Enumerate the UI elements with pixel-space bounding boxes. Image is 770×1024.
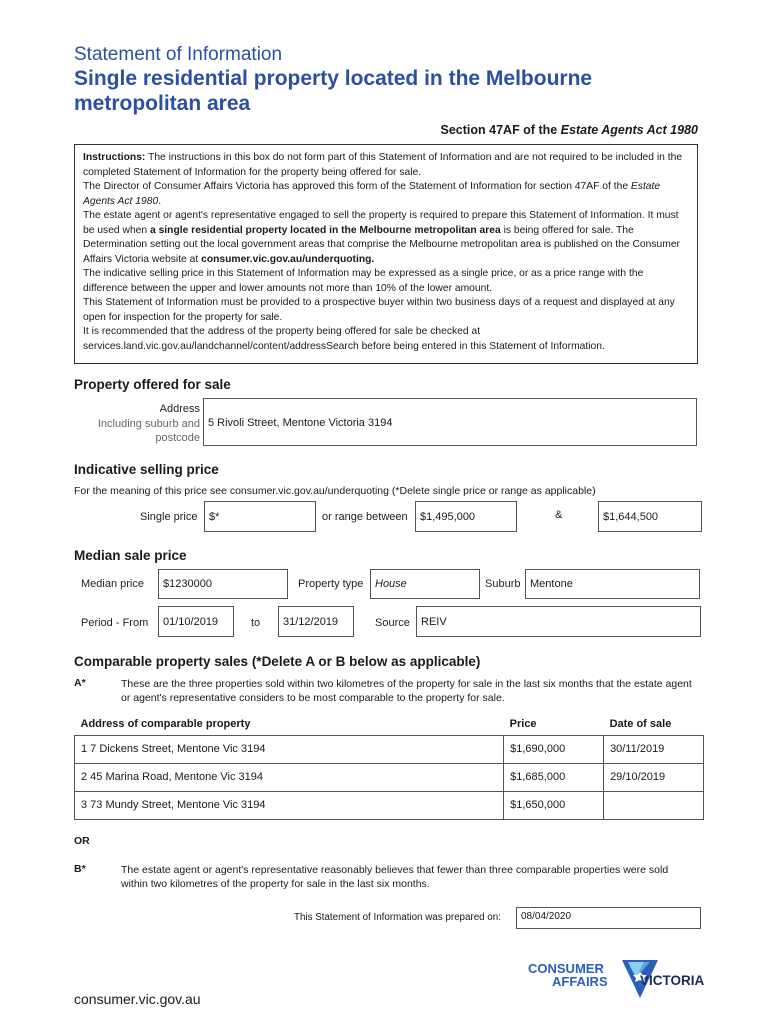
instructions-paragraph-6: It is recommended that the address of the property being offered for sale be checked at services.land.vic.gov.au/landchannel/content/addressSearch before being entered in this Statement of Information. bbox=[83, 326, 605, 352]
suburb-field[interactable]: Mentone bbox=[525, 569, 700, 599]
median-heading: Median sale price bbox=[74, 548, 187, 563]
option-a-label: A* bbox=[74, 677, 86, 689]
source-field[interactable]: REIV bbox=[416, 606, 701, 637]
column-price-header: Price bbox=[509, 717, 537, 730]
property-type-field[interactable]: House bbox=[370, 569, 480, 599]
range-between-label: or range between bbox=[322, 511, 408, 523]
table-row bbox=[75, 763, 704, 791]
instructions-paragraph-4: The indicative selling price in this Statement of Information may be expressed as a single price, or as a price range with the difference between the upper and lower amounts not more than 10% of the lower amount. bbox=[83, 268, 644, 294]
median-price-field[interactable]: $1230000 bbox=[158, 569, 288, 599]
form-title: Single residential property located in the Melbourne metropolitan area bbox=[74, 67, 593, 115]
median-price-label: Median price bbox=[81, 578, 144, 590]
comparable-price-cell[interactable]: $1,685,000 bbox=[504, 763, 604, 791]
instructions-paragraph-2: The Director of Consumer Affairs Victoria has approved this form of the Statement of Information for section 47AF of the Estate Agents Act 1980. bbox=[83, 181, 661, 207]
comparable-price-cell[interactable]: $1,690,000 bbox=[504, 735, 604, 763]
comparable-date-cell[interactable]: 29/10/2019 bbox=[604, 763, 704, 791]
footer-url[interactable]: consumer.vic.gov.au bbox=[74, 991, 201, 1007]
option-b-text: The estate agent or agent's representative reasonably believes that fewer than three comparable properties were sold within two kilometres of the property for sale in the last six months. bbox=[121, 864, 669, 890]
period-from-label: Period - From bbox=[81, 617, 149, 629]
form-subtitle: Statement of Information bbox=[74, 44, 283, 65]
indicative-heading: Indicative selling price bbox=[74, 462, 219, 477]
suburb-label: Suburb bbox=[485, 578, 521, 590]
column-date-header: Date of sale bbox=[609, 717, 672, 730]
property-type-label: Property type bbox=[298, 578, 364, 590]
underquoting-link[interactable]: consumer.vic.gov.au/underquoting. bbox=[201, 253, 375, 265]
column-address-header: Address of comparable property bbox=[80, 717, 251, 730]
comparable-heading: Comparable property sales (*Delete A or B below as applicable) bbox=[74, 654, 481, 669]
property-heading: Property offered for sale bbox=[74, 377, 231, 392]
instructions-box bbox=[74, 144, 698, 364]
indicative-note: For the meaning of this price see consumer.vic.gov.au/underquoting (*Delete single price or range as applicable) bbox=[74, 485, 596, 497]
period-to-field[interactable]: 31/12/2019 bbox=[278, 606, 354, 637]
comparable-address-cell[interactable]: 1 7 Dickens Street, Mentone Vic 3194 bbox=[75, 735, 504, 763]
table-row bbox=[75, 791, 704, 819]
period-to-label: to bbox=[251, 617, 261, 629]
instructions-paragraph-3: The estate agent or agent's representative engaged to sell the property is required to prepare this Statement of Information. It must be used when a single residential property located in the Melbourne metropolitan area is being offered for sale. The Determination setting out the local government areas that comprise the Melbourne metropolitan area is published on the Consumer Affairs Victoria website at consumer.vic.gov.au/underquoting. bbox=[83, 210, 680, 265]
comparable-date-cell[interactable] bbox=[604, 791, 704, 819]
comparable-table bbox=[74, 713, 704, 820]
comparable-date-cell[interactable]: 30/11/2019 bbox=[604, 735, 704, 763]
range-high-field[interactable]: $1,644,500 bbox=[598, 501, 702, 532]
table-header-row bbox=[75, 713, 704, 735]
consumer-affairs-victoria-logo: CONSUMER AFFAIRS VICTORIA bbox=[528, 958, 704, 1004]
or-label: OR bbox=[74, 835, 90, 847]
single-price-label: Single price bbox=[140, 511, 198, 523]
comparable-address-cell[interactable]: 3 73 Mundy Street, Mentone Vic 3194 bbox=[75, 791, 504, 819]
comparable-price-cell[interactable]: $1,650,000 bbox=[504, 791, 604, 819]
address-label: Address Including suburb and postcode bbox=[97, 403, 200, 444]
instructions-paragraph-5: This Statement of Information must be provided to a prospective buyer within two business days of a request and displayed at any open for inspection for the property for sale. bbox=[83, 297, 675, 323]
range-ampersand: & bbox=[555, 509, 563, 521]
option-b-label: B* bbox=[74, 863, 86, 875]
source-label: Source bbox=[375, 617, 410, 629]
section-reference: Section 47AF of the Estate Agents Act 1980 bbox=[440, 123, 698, 137]
prepared-on-label: This Statement of Information was prepared on: bbox=[294, 912, 501, 923]
option-a-text: These are the three properties sold within two kilometres of the property for sale in the last six months that the estate agent or agent's representative considers to be most comparable to the property for sale. bbox=[121, 678, 692, 704]
instructions-paragraph-1: Instructions: The instructions in this box do not form part of this Statement of Information and are not required to be included in the completed Statement of Information for the property being offered for sale. bbox=[83, 152, 683, 178]
address-field[interactable]: 5 Rivoli Street, Mentone Victoria 3194 bbox=[203, 398, 697, 446]
range-low-field[interactable]: $1,495,000 bbox=[415, 501, 517, 532]
period-from-field[interactable]: 01/10/2019 bbox=[158, 606, 234, 637]
comparable-address-cell[interactable]: 2 45 Marina Road, Mentone Vic 3194 bbox=[75, 763, 504, 791]
single-price-field[interactable]: $* bbox=[204, 501, 316, 532]
table-row bbox=[75, 735, 704, 763]
prepared-date-field[interactable]: 08/04/2020 bbox=[516, 907, 701, 929]
